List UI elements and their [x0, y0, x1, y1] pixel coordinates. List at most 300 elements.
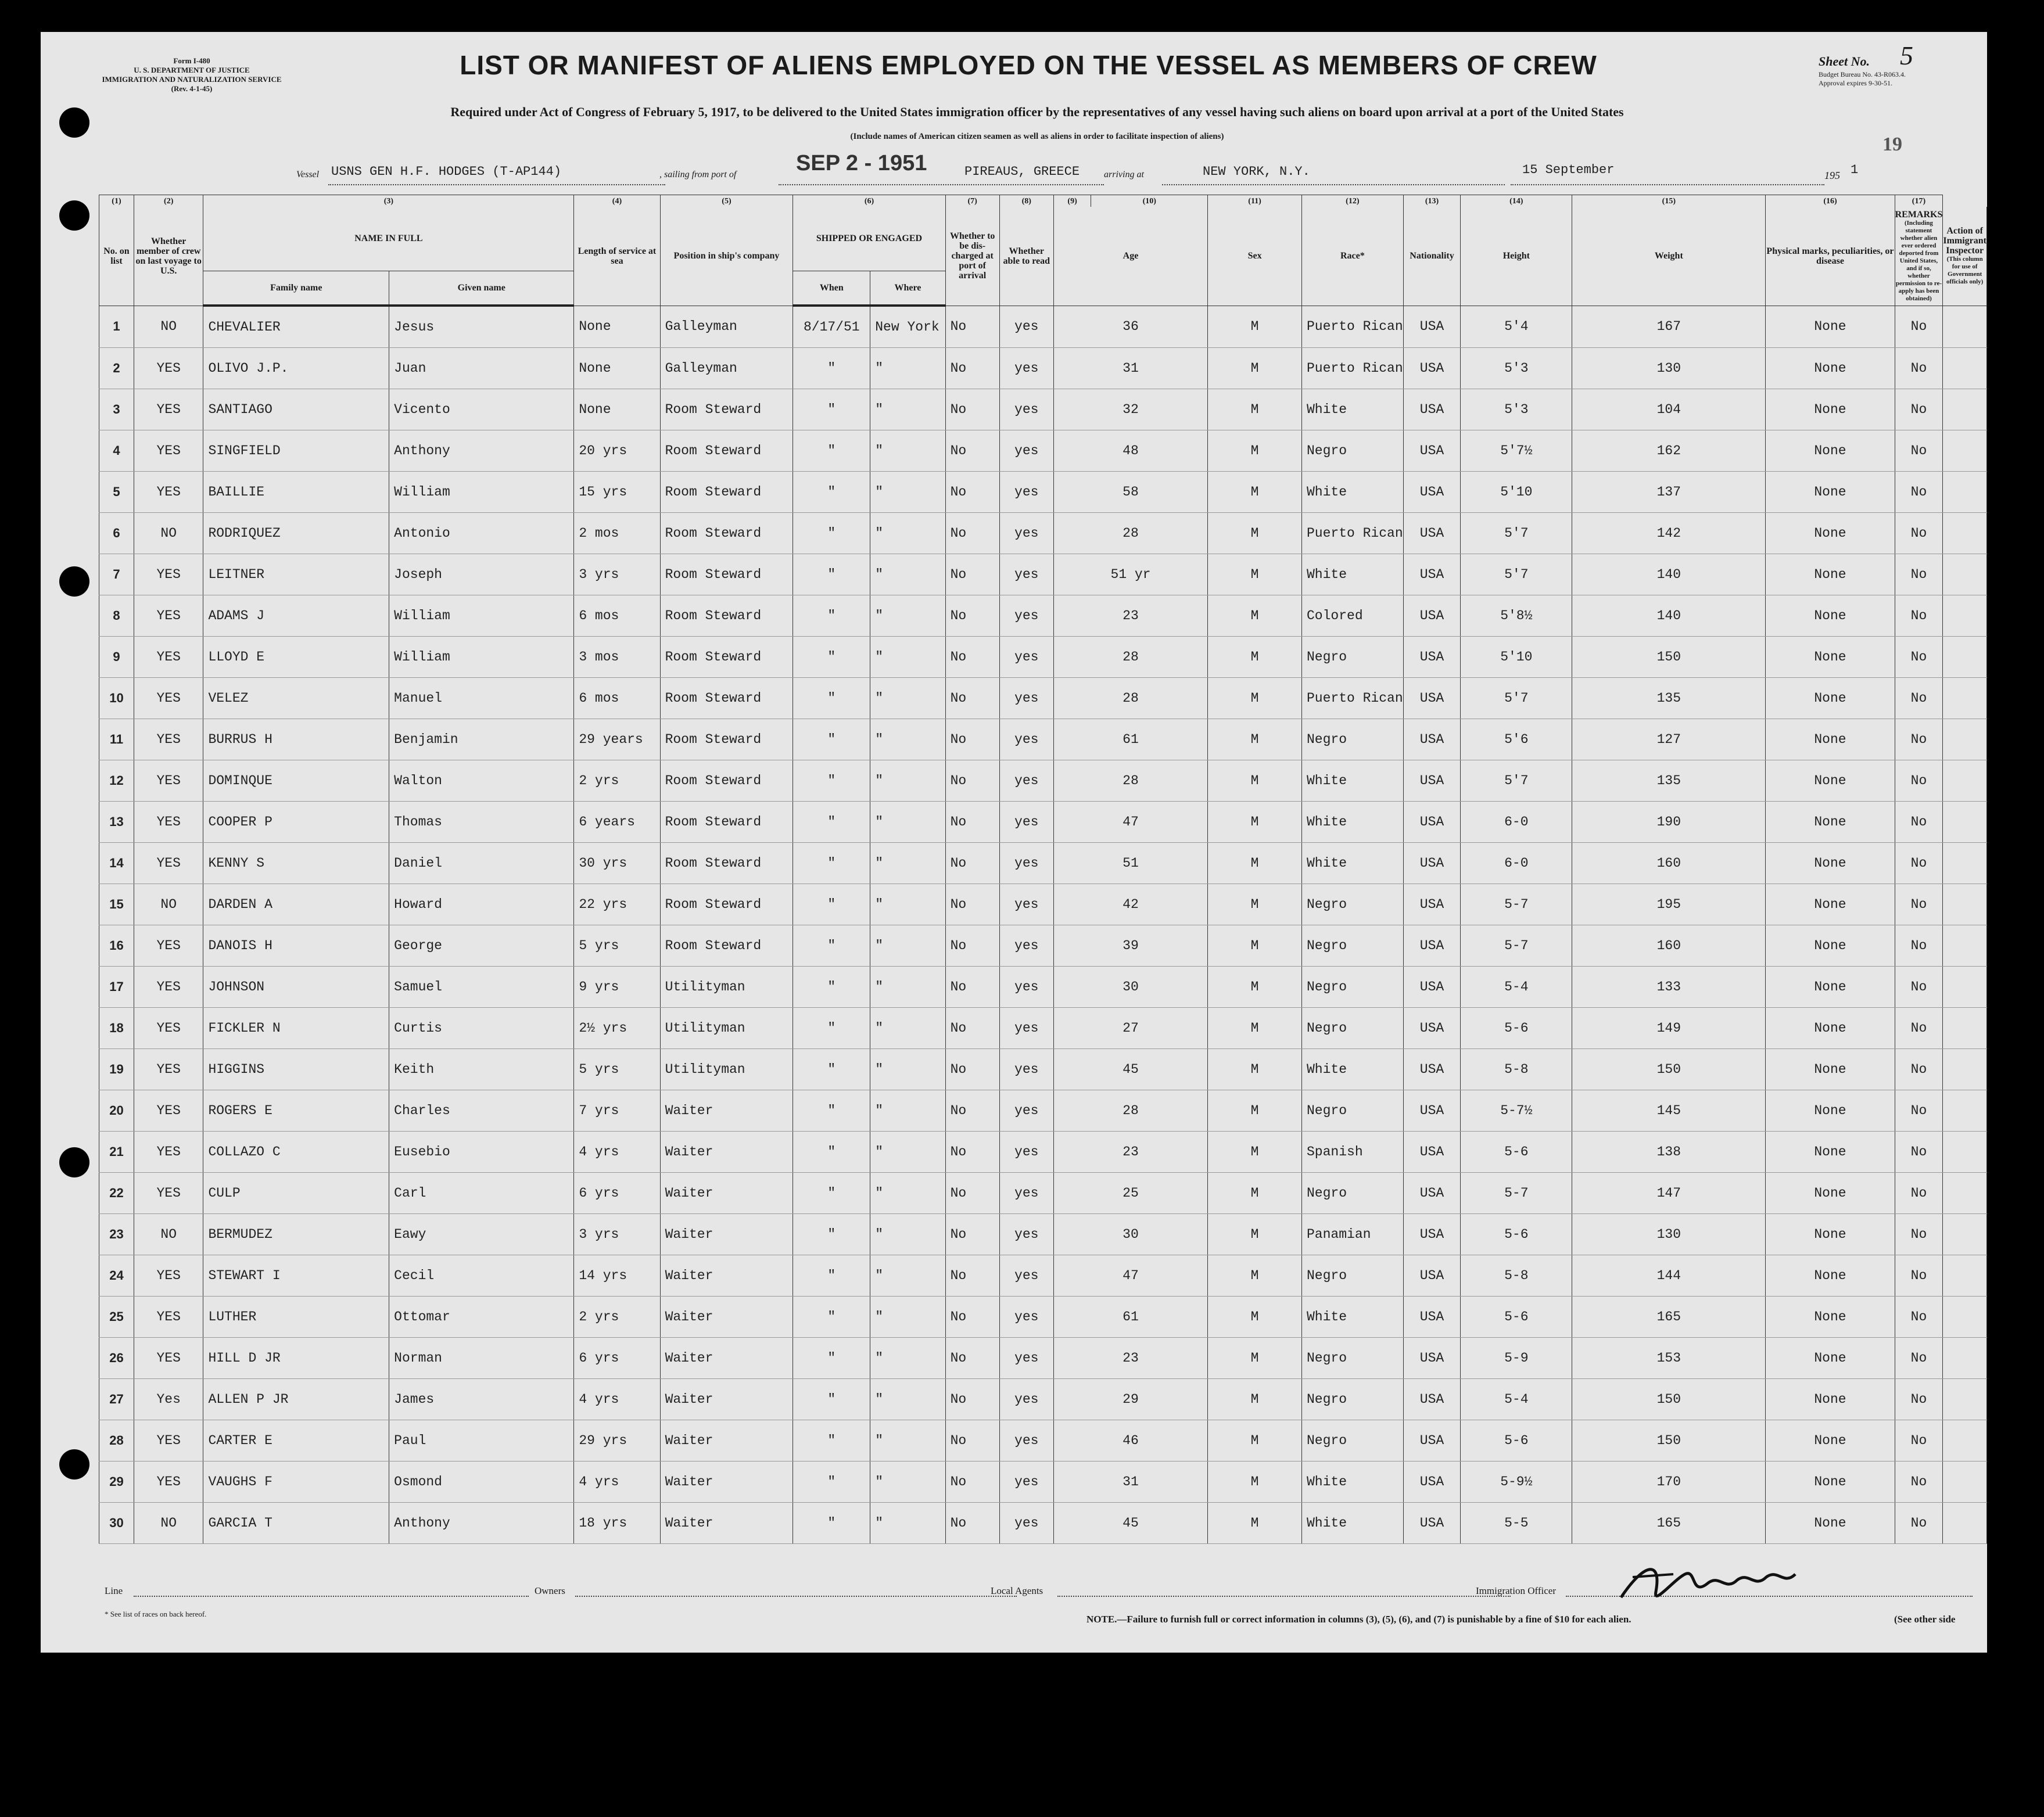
nationality-cell: USA [1403, 678, 1461, 719]
header-given-name: Given name [389, 271, 574, 306]
port-of-sailing: PIREAUS, GREECE [964, 164, 1080, 179]
date-stamp: SEP 2 - 1951 [796, 151, 927, 175]
able-read-cell: yes [999, 1503, 1053, 1544]
when-cell: " [793, 1297, 870, 1338]
member-crew-cell: YES [134, 1049, 203, 1090]
sex-cell: M [1208, 1297, 1302, 1338]
physical-cell: None [1766, 637, 1895, 678]
crew-manifest-table [99, 195, 1987, 1544]
length-service-cell: 6 mos [574, 678, 660, 719]
when-cell: " [793, 595, 870, 637]
colnum: (15) [1572, 195, 1766, 207]
remarks-cell: No [1895, 595, 1943, 637]
sex-cell: M [1208, 389, 1302, 430]
remarks-cell: No [1895, 1420, 1943, 1462]
when-cell: " [793, 1090, 870, 1132]
race-cell: Negro [1302, 1255, 1404, 1297]
family-name-cell: SINGFIELD [203, 430, 389, 472]
length-service-cell: 5 yrs [574, 1049, 660, 1090]
row-number: 23 [99, 1214, 134, 1255]
action-cell [1943, 389, 1987, 430]
where-cell: " [870, 513, 945, 554]
remarks-cell: No [1895, 554, 1943, 595]
length-service-cell: 2 mos [574, 513, 660, 554]
table-row [99, 1214, 1987, 1255]
length-service-cell: 7 yrs [574, 1090, 660, 1132]
family-name-cell: HIGGINS [203, 1049, 389, 1090]
sex-cell: M [1208, 637, 1302, 678]
length-service-cell: 4 yrs [574, 1132, 660, 1173]
colnum: (11) [1208, 195, 1302, 207]
member-crew-cell: YES [134, 1008, 203, 1049]
table-row [99, 1255, 1987, 1297]
height-cell: 5'7½ [1461, 430, 1572, 472]
height-cell: 5-6 [1461, 1132, 1572, 1173]
discharged-cell: No [945, 1214, 999, 1255]
action-title: Action of Immigrant Inspector [1943, 226, 1986, 256]
punch-hole [59, 1147, 89, 1177]
race-cell: White [1302, 760, 1404, 802]
family-name-cell: SANTIAGO [203, 389, 389, 430]
race-cell: Negro [1302, 430, 1404, 472]
remarks-cell: No [1895, 1297, 1943, 1338]
sex-cell: M [1208, 1214, 1302, 1255]
table-row [99, 843, 1987, 884]
able-read-cell: yes [999, 719, 1053, 760]
where-cell: " [870, 1379, 945, 1420]
officer-label: Immigration Officer [1476, 1585, 1557, 1596]
weight-cell: 150 [1572, 1420, 1766, 1462]
action-cell [1943, 637, 1987, 678]
length-service-cell: 29 yrs [574, 1420, 660, 1462]
family-name-cell: RODRIQUEZ [203, 513, 389, 554]
race-cell: White [1302, 389, 1404, 430]
remarks-cell: No [1895, 1255, 1943, 1297]
table-row [99, 1008, 1987, 1049]
header-name-in-full: NAME IN FULL [203, 207, 574, 271]
sex-cell: M [1208, 1008, 1302, 1049]
family-name-cell: COOPER P [203, 802, 389, 843]
weight-cell: 165 [1572, 1297, 1766, 1338]
table-row [99, 1173, 1987, 1214]
remarks-cell: No [1895, 1090, 1943, 1132]
discharged-cell: No [945, 967, 999, 1008]
sex-cell: M [1208, 1132, 1302, 1173]
length-service-cell: 4 yrs [574, 1462, 660, 1503]
physical-cell: None [1766, 1338, 1895, 1379]
department: U. S. DEPARTMENT OF JUSTICE [134, 66, 250, 74]
given-name-cell: George [389, 925, 574, 967]
nationality-cell: USA [1403, 513, 1461, 554]
age-cell: 28 [1053, 637, 1207, 678]
race-cell: White [1302, 1462, 1404, 1503]
race-cell: White [1302, 1297, 1404, 1338]
header-member-crew: Whether member of crew on last voyage to U.S. [134, 207, 203, 306]
given-name-cell: Osmond [389, 1462, 574, 1503]
where-cell: New York [870, 306, 945, 348]
position-cell: Room Steward [660, 678, 793, 719]
able-read-cell: yes [999, 1132, 1053, 1173]
physical-cell: None [1766, 1008, 1895, 1049]
colnum: (7) [945, 195, 999, 207]
given-name-cell: Daniel [389, 843, 574, 884]
member-crew-cell: YES [134, 925, 203, 967]
given-name-cell: William [389, 637, 574, 678]
table-row [99, 678, 1987, 719]
race-cell: White [1302, 1049, 1404, 1090]
race-cell: Puerto Rican [1302, 513, 1404, 554]
row-number: 13 [99, 802, 134, 843]
height-cell: 5-7 [1461, 925, 1572, 967]
age-cell: 51 [1053, 843, 1207, 884]
family-name-cell: OLIVO J.P. [203, 348, 389, 389]
given-name-cell: Ottomar [389, 1297, 574, 1338]
member-crew-cell: NO [134, 884, 203, 925]
length-service-cell: 6 yrs [574, 1338, 660, 1379]
action-cell [1943, 1420, 1987, 1462]
nationality-cell: USA [1403, 430, 1461, 472]
table-row [99, 967, 1987, 1008]
when-cell: " [793, 1132, 870, 1173]
nationality-cell: USA [1403, 760, 1461, 802]
weight-cell: 153 [1572, 1338, 1766, 1379]
page-title: LIST OR MANIFEST OF ALIENS EMPLOYED ON THE VESSEL AS MEMBERS OF CREW [460, 50, 1597, 80]
weight-cell: 162 [1572, 430, 1766, 472]
discharged-cell: No [945, 802, 999, 843]
remarks-cell: No [1895, 719, 1943, 760]
form-number: Form I-480 [173, 56, 210, 65]
table-row [99, 760, 1987, 802]
physical-cell: None [1766, 884, 1895, 925]
table-row [99, 1462, 1987, 1503]
colnum: (9) [1053, 195, 1091, 207]
age-cell: 48 [1053, 430, 1207, 472]
physical-cell: None [1766, 306, 1895, 348]
punch-hole [59, 1449, 89, 1480]
length-service-cell: 2½ yrs [574, 1008, 660, 1049]
when-cell: " [793, 1338, 870, 1379]
action-cell [1943, 472, 1987, 513]
physical-cell: None [1766, 719, 1895, 760]
nationality-cell: USA [1403, 1008, 1461, 1049]
length-service-cell: 18 yrs [574, 1503, 660, 1544]
age-cell: 39 [1053, 925, 1207, 967]
position-cell: Utilityman [660, 1049, 793, 1090]
able-read-cell: yes [999, 430, 1053, 472]
position-cell: Waiter [660, 1420, 793, 1462]
where-cell: " [870, 843, 945, 884]
action-cell [1943, 1090, 1987, 1132]
where-cell: " [870, 1297, 945, 1338]
action-cell [1943, 1214, 1987, 1255]
given-name-cell: Eawy [389, 1214, 574, 1255]
weight-cell: 190 [1572, 802, 1766, 843]
given-name-cell: Benjamin [389, 719, 574, 760]
height-cell: 5-9½ [1461, 1462, 1572, 1503]
age-cell: 23 [1053, 595, 1207, 637]
height-cell: 6-0 [1461, 802, 1572, 843]
header-where: Where [870, 271, 945, 306]
colnum: (2) [134, 195, 203, 207]
discharged-cell: No [945, 1049, 999, 1090]
position-cell: Galleyman [660, 306, 793, 348]
when-cell: " [793, 1420, 870, 1462]
family-name-cell: LEITNER [203, 554, 389, 595]
row-number: 1 [99, 306, 134, 348]
length-service-cell: 4 yrs [574, 1379, 660, 1420]
able-read-cell: yes [999, 925, 1053, 967]
action-cell [1943, 1008, 1987, 1049]
able-read-cell: yes [999, 1338, 1053, 1379]
position-cell: Waiter [660, 1462, 793, 1503]
remarks-cell: No [1895, 1049, 1943, 1090]
discharged-cell: No [945, 719, 999, 760]
action-cell [1943, 430, 1987, 472]
position-cell: Waiter [660, 1214, 793, 1255]
colnum: (6) [793, 195, 945, 207]
family-name-cell: DARDEN A [203, 884, 389, 925]
sex-cell: M [1208, 967, 1302, 1008]
age-cell: 61 [1053, 719, 1207, 760]
family-name-cell: DANOIS H [203, 925, 389, 967]
length-service-cell: 2 yrs [574, 760, 660, 802]
remarks-cell: No [1895, 925, 1943, 967]
given-name-cell: Walton [389, 760, 574, 802]
physical-cell: None [1766, 843, 1895, 884]
table-row [99, 595, 1987, 637]
position-cell: Utilityman [660, 967, 793, 1008]
weight-cell: 133 [1572, 967, 1766, 1008]
nationality-cell: USA [1403, 1338, 1461, 1379]
remarks-cell: No [1895, 1379, 1943, 1420]
agents-label: Local Agents [991, 1585, 1043, 1596]
height-cell: 5-6 [1461, 1214, 1572, 1255]
height-cell: 5'4 [1461, 306, 1572, 348]
sex-cell: M [1208, 760, 1302, 802]
position-cell: Waiter [660, 1338, 793, 1379]
table-row [99, 472, 1987, 513]
table-row [99, 1132, 1987, 1173]
colnum: (16) [1766, 195, 1895, 207]
height-cell: 5'10 [1461, 637, 1572, 678]
given-name-cell: Paul [389, 1420, 574, 1462]
column-number-row [99, 195, 1987, 207]
where-cell: " [870, 967, 945, 1008]
weight-cell: 160 [1572, 925, 1766, 967]
able-read-cell: yes [999, 967, 1053, 1008]
weight-cell: 130 [1572, 1214, 1766, 1255]
race-cell: Negro [1302, 719, 1404, 760]
height-cell: 5-5 [1461, 1503, 1572, 1544]
arrival-date: 15 September [1522, 163, 1615, 177]
table-row [99, 1420, 1987, 1462]
length-service-cell: 30 yrs [574, 843, 660, 884]
able-read-cell: yes [999, 348, 1053, 389]
sex-cell: M [1208, 306, 1302, 348]
weight-cell: 142 [1572, 513, 1766, 554]
weight-cell: 145 [1572, 1090, 1766, 1132]
able-read-cell: yes [999, 1090, 1053, 1132]
header-remarks [1895, 207, 1943, 306]
family-name-cell: GARCIA T [203, 1503, 389, 1544]
remarks-cell: No [1895, 430, 1943, 472]
action-cell [1943, 967, 1987, 1008]
family-name-cell: LUTHER [203, 1297, 389, 1338]
height-cell: 5-8 [1461, 1255, 1572, 1297]
where-cell: " [870, 1132, 945, 1173]
member-crew-cell: YES [134, 595, 203, 637]
member-crew-cell: Yes [134, 1379, 203, 1420]
member-crew-cell: YES [134, 843, 203, 884]
sheet-number-label: Sheet No. [1819, 54, 1870, 69]
action-cell [1943, 1297, 1987, 1338]
nationality-cell: USA [1403, 595, 1461, 637]
height-cell: 5'7 [1461, 678, 1572, 719]
row-number: 15 [99, 884, 134, 925]
physical-cell: None [1766, 554, 1895, 595]
action-cell [1943, 306, 1987, 348]
sex-cell: M [1208, 719, 1302, 760]
age-cell: 45 [1053, 1503, 1207, 1544]
nationality-cell: USA [1403, 1379, 1461, 1420]
when-cell: " [793, 1008, 870, 1049]
able-read-cell: yes [999, 554, 1053, 595]
where-cell: " [870, 348, 945, 389]
position-cell: Waiter [660, 1297, 793, 1338]
when-cell: " [793, 430, 870, 472]
able-read-cell: yes [999, 1049, 1053, 1090]
discharged-cell: No [945, 348, 999, 389]
discharged-cell: No [945, 595, 999, 637]
position-cell: Room Steward [660, 513, 793, 554]
position-cell: Room Steward [660, 472, 793, 513]
member-crew-cell: YES [134, 967, 203, 1008]
discharged-cell: No [945, 1462, 999, 1503]
family-name-cell: CARTER E [203, 1420, 389, 1462]
position-cell: Room Steward [660, 843, 793, 884]
when-cell: " [793, 884, 870, 925]
where-cell: " [870, 760, 945, 802]
given-name-cell: Samuel [389, 967, 574, 1008]
row-number: 10 [99, 678, 134, 719]
discharged-cell: No [945, 306, 999, 348]
position-cell: Utilityman [660, 1008, 793, 1049]
member-crew-cell: YES [134, 472, 203, 513]
member-crew-cell: YES [134, 760, 203, 802]
row-number: 28 [99, 1420, 134, 1462]
discharged-cell: No [945, 1379, 999, 1420]
member-crew-cell: YES [134, 389, 203, 430]
member-crew-cell: NO [134, 513, 203, 554]
physical-cell: None [1766, 760, 1895, 802]
length-service-cell: 6 yrs [574, 1173, 660, 1214]
nationality-cell: USA [1403, 348, 1461, 389]
discharged-cell: No [945, 760, 999, 802]
age-cell: 30 [1053, 967, 1207, 1008]
weight-cell: 195 [1572, 884, 1766, 925]
given-name-cell: Anthony [389, 430, 574, 472]
action-cell [1943, 1173, 1987, 1214]
race-cell: Negro [1302, 637, 1404, 678]
where-cell: " [870, 472, 945, 513]
able-read-cell: yes [999, 1173, 1053, 1214]
where-cell: " [870, 1255, 945, 1297]
colnum: (17) [1895, 195, 1943, 207]
given-name-cell: Jesus [389, 306, 574, 348]
where-cell: " [870, 1173, 945, 1214]
nationality-cell: USA [1403, 1132, 1461, 1173]
table-row [99, 637, 1987, 678]
nationality-cell: USA [1403, 1090, 1461, 1132]
given-name-cell: Anthony [389, 1503, 574, 1544]
where-cell: " [870, 1008, 945, 1049]
length-service-cell: 2 yrs [574, 1297, 660, 1338]
sex-cell: M [1208, 1379, 1302, 1420]
family-name-cell: BAILLIE [203, 472, 389, 513]
age-cell: 27 [1053, 1008, 1207, 1049]
nationality-cell: USA [1403, 802, 1461, 843]
physical-cell: None [1766, 1049, 1895, 1090]
discharged-cell: No [945, 1132, 999, 1173]
nationality-cell: USA [1403, 1049, 1461, 1090]
header-action [1943, 207, 1987, 306]
when-cell: " [793, 925, 870, 967]
length-service-cell: None [574, 348, 660, 389]
remarks-note: (Including statement whether alien ever ordered deported from United States, and if so, whether permission to re-apply has been obtained) [1895, 219, 1942, 302]
header-weight: Weight [1572, 207, 1766, 306]
discharged-cell: No [945, 678, 999, 719]
weight-cell: 135 [1572, 760, 1766, 802]
age-cell: 51 yr [1053, 554, 1207, 595]
height-cell: 5-6 [1461, 1297, 1572, 1338]
year-prefix: 195 [1824, 170, 1840, 181]
physical-cell: None [1766, 513, 1895, 554]
length-service-cell: 6 mos [574, 595, 660, 637]
header-shipped: SHIPPED OR ENGAGED [793, 207, 945, 271]
row-number: 27 [99, 1379, 134, 1420]
action-cell [1943, 1049, 1987, 1090]
age-cell: 28 [1053, 513, 1207, 554]
where-cell: " [870, 678, 945, 719]
row-number: 18 [99, 1008, 134, 1049]
punch-hole [59, 107, 89, 138]
position-cell: Room Steward [660, 554, 793, 595]
race-cell: White [1302, 1503, 1404, 1544]
given-name-cell: Cecil [389, 1255, 574, 1297]
weight-cell: 170 [1572, 1462, 1766, 1503]
position-cell: Waiter [660, 1132, 793, 1173]
family-name-cell: ADAMS J [203, 595, 389, 637]
when-cell: " [793, 1173, 870, 1214]
family-name-cell: CHEVALIER [203, 306, 389, 348]
able-read-cell: yes [999, 637, 1053, 678]
table-row [99, 1379, 1987, 1420]
length-service-cell: 3 yrs [574, 554, 660, 595]
table-row [99, 925, 1987, 967]
table-row [99, 1090, 1987, 1132]
action-cell [1943, 513, 1987, 554]
penalty-note: NOTE.—Failure to furnish full or correct information in columns (3), (5), (6), and (7) is punishable by a fine of $10 for each alien. [1086, 1614, 1631, 1625]
see-other-side: (See other side [1894, 1614, 1956, 1625]
header-no-on-list: No. on list [99, 207, 134, 306]
when-cell: " [793, 1379, 870, 1420]
remarks-cell: No [1895, 389, 1943, 430]
member-crew-cell: YES [134, 1420, 203, 1462]
row-number: 11 [99, 719, 134, 760]
colnum: (4) [574, 195, 660, 207]
nationality-cell: USA [1403, 843, 1461, 884]
family-name-cell: STEWART I [203, 1255, 389, 1297]
